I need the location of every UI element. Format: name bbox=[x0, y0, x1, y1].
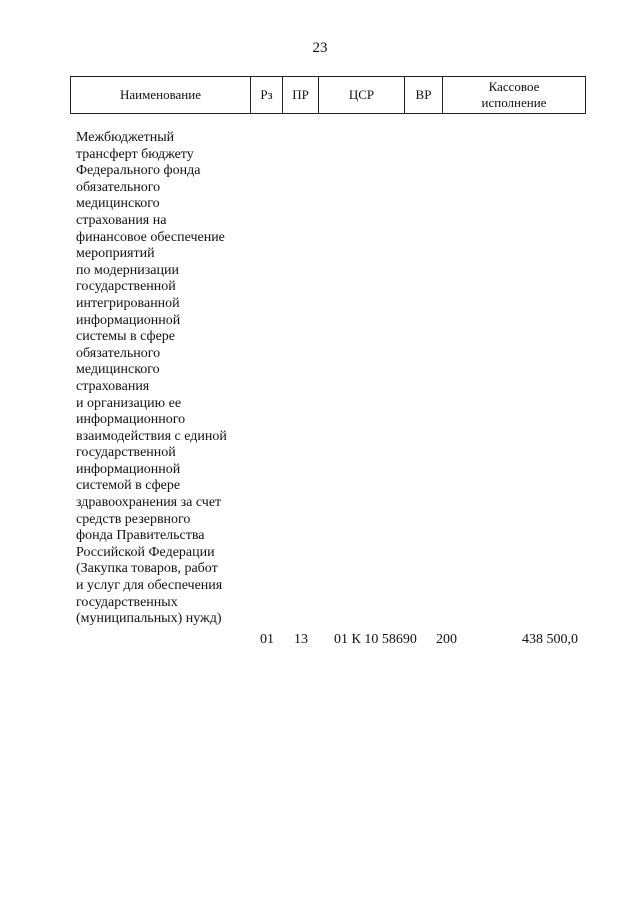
row-name-line: Федерального фонда bbox=[76, 163, 201, 179]
row-name-line: обязательного bbox=[76, 345, 161, 361]
row-name bbox=[76, 130, 256, 628]
row-amount: 438 500,0 bbox=[522, 632, 578, 647]
row-name-line: системой в сфере bbox=[76, 478, 181, 494]
row-name-line: медицинского bbox=[76, 362, 160, 378]
row-name-line: системы в сфере bbox=[76, 329, 176, 345]
header-kassa bbox=[443, 77, 586, 114]
row-name-line: государственной bbox=[76, 445, 176, 461]
row-pr: 13 bbox=[294, 632, 308, 647]
row-name-line: (муниципальных) нужд) bbox=[76, 611, 222, 627]
row-name-line: фонда Правительства bbox=[76, 528, 205, 544]
row-name-line: обязательного bbox=[76, 179, 161, 195]
header-kassa-line2: исполнение bbox=[481, 95, 547, 110]
row-name-line: государственных bbox=[76, 594, 178, 610]
header-kassa-line1: Кассовое bbox=[488, 79, 540, 94]
row-name-line: и услуг для обеспечения bbox=[76, 578, 223, 594]
row-name-line: страхования на bbox=[76, 212, 167, 228]
row-vr: 200 bbox=[436, 632, 457, 647]
header-pr: ПР bbox=[283, 77, 319, 114]
row-name-line: государственной bbox=[76, 279, 176, 295]
header-csr: ЦСР bbox=[319, 77, 405, 114]
page-number: 23 bbox=[312, 40, 328, 56]
row-name-line: мероприятий bbox=[76, 246, 155, 262]
row-name-line: страхования bbox=[76, 378, 150, 394]
table-header bbox=[70, 76, 586, 114]
row-name-line: информационного bbox=[76, 412, 186, 428]
row-name-line: финансовое обеспечение bbox=[76, 229, 225, 245]
row-name-line: (Закупка товаров, работ bbox=[76, 561, 218, 577]
row-name-line: информационной bbox=[76, 461, 181, 477]
header-rz: Рз bbox=[251, 77, 283, 114]
row-name-line: по модернизации bbox=[76, 262, 179, 278]
row-name-line: Российской Федерации bbox=[76, 544, 215, 560]
row-name-line: трансферт бюджету bbox=[76, 146, 194, 162]
row-name-line: интегрированной bbox=[76, 295, 180, 311]
row-name-line: взаимодействия с единой bbox=[76, 428, 227, 444]
header-name: Наименование bbox=[71, 77, 251, 114]
row-name-line: информационной bbox=[76, 312, 181, 328]
row-rz: 01 bbox=[260, 632, 274, 647]
row-name-line: здравоохранения за счет bbox=[76, 495, 222, 511]
header-vr: ВР bbox=[405, 77, 443, 114]
row-name-line: средств резервного bbox=[76, 511, 191, 527]
row-name-line: и организацию ее bbox=[76, 395, 182, 411]
row-name-line: Межбюджетный bbox=[76, 130, 175, 145]
row-csr: 01 К 10 58690 bbox=[334, 632, 417, 647]
row-name-line: медицинского bbox=[76, 196, 160, 212]
